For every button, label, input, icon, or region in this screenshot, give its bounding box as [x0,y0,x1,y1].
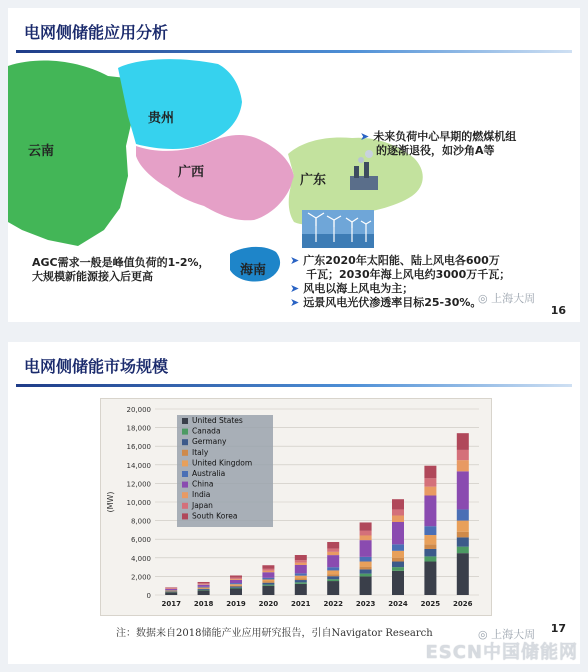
bar-segment [327,567,339,570]
legend-swatch [182,513,188,519]
bar-segment [198,590,210,595]
bar-segment [424,549,436,556]
bar-segment [424,526,436,535]
x-tick-label: 2018 [193,600,214,608]
legend-label: Canada [192,426,221,436]
bar-segment [360,574,372,577]
bar-segment [165,592,177,595]
y-tick-label: 4,000 [130,554,151,563]
legend-label: India [192,490,211,500]
x-tick-label: 2021 [291,600,311,608]
bar-segment [360,569,372,573]
x-tick-label: 2026 [453,600,473,608]
bar-segment [327,579,339,581]
page-number: 16 [550,304,566,317]
label-guizhou: 贵州 [148,111,175,126]
y-axis-label: (MW) [106,491,115,513]
note-line: 未来负荷中心早期的燃煤机组 [373,130,517,143]
bar-segment [262,585,274,586]
bar-segment [457,547,469,554]
page-number: 17 [550,622,566,635]
bar-segment [457,509,469,520]
bar-segment [262,579,274,581]
bar-segment [230,575,242,577]
legend-swatch [182,439,188,445]
bar-segment [392,515,404,522]
legend-swatch [182,460,188,466]
bar-segment [165,588,177,589]
bar-segment [295,582,307,583]
legend-label: Japan [192,500,213,510]
x-tick-label: 2019 [226,600,246,608]
bar-segment [457,537,469,546]
bar-segment [360,576,372,595]
note-agc-demand [32,256,210,284]
y-tick-label: 12,000 [126,480,151,489]
bar-segment [230,586,242,587]
bar-segment [327,552,339,555]
site-brand-watermark: ESCN中国储能网 [425,642,578,663]
bar-segment [392,567,404,571]
bar-segment [457,521,469,532]
bar-segment [424,535,436,544]
legend-label: United Kingdom [192,458,253,468]
note-coal-retirement [360,130,516,158]
bar-segment [392,544,404,551]
legend-swatch [182,492,188,498]
legend-swatch [182,503,188,509]
bar-segment [262,569,274,571]
bar-segment [392,509,404,515]
bar-segment [457,460,469,471]
bar-segment [295,573,307,575]
legend-label: China [192,479,214,489]
bar-segment [457,532,469,538]
wechat-icon: ◎ [478,292,492,305]
bar-segment [295,576,307,579]
bar-segment [360,522,372,530]
watermark-text: 上海大周 [491,628,536,641]
bar-segment [262,565,274,569]
bar-segment [262,582,274,583]
slide-title: 电网侧储能应用分析 [24,23,169,42]
bar-segment [457,553,469,595]
bar-segment [198,582,210,583]
watermark-text: 上海大周 [491,292,536,305]
y-tick-label: 20,000 [126,406,151,414]
bar-segment [295,580,307,582]
yunnan-region [8,61,132,246]
bar-segment [230,580,242,583]
bar-segment [327,555,339,567]
legend-swatch [182,471,188,477]
bar-segment [392,571,404,595]
y-tick-label: 18,000 [126,424,151,433]
bar-segment [424,495,436,526]
x-tick-label: 2017 [161,600,181,608]
note-line: 的逐渐退役，如沙角A等 [376,144,495,157]
bar-segment [360,535,372,540]
title-underline [16,384,572,387]
legend-swatch [182,450,188,456]
bullet-text: 广东2020年太阳能、陆上风电各600万 [303,254,500,267]
bar-segment [198,584,210,585]
guizhou-region [118,59,242,149]
bar-segment [295,555,307,560]
bar-segment [198,587,210,588]
legend-label: Italy [192,447,209,457]
bar-segment [262,572,274,578]
label-hainan: 海南 [240,263,267,278]
bar-segment [327,542,339,549]
y-tick-label: 2,000 [130,573,151,582]
bar-segment [327,549,339,552]
bullet-text: 风电以海上风电为主； [303,282,414,295]
bar-segment [230,578,242,579]
bar-segment [392,499,404,509]
y-tick-label: 14,000 [126,461,151,470]
legend-label: Australia [192,469,226,478]
bar-segment [230,583,242,584]
legend-label: United States [192,416,243,425]
slide-title: 电网侧储能市场规模 [24,357,169,376]
bar-segment [424,487,436,496]
bar-segment [392,558,404,562]
bullet-text: 远景风电光伏渗透率目标25-30%。 [303,296,482,309]
bar-segment [424,556,436,561]
bar-segment [424,544,436,549]
label-guangdong: 广东 [300,173,327,188]
x-tick-label: 2023 [355,600,376,608]
bullet-text: 千瓦；2030年海上风电约3000万千瓦； [306,268,511,281]
bar-segment [230,579,242,580]
wind-farm-photo [302,210,374,248]
bar-segment [165,587,177,588]
bar-segment [230,588,242,589]
bar-segment [457,471,469,509]
bar-segment [295,563,307,565]
y-tick-label: 10,000 [126,499,151,507]
bar-segment [295,578,307,580]
bar-segment [198,587,210,588]
bar-segment [262,583,274,585]
bar-segment [424,478,436,486]
bar-segment [424,562,436,595]
x-tick-label: 2022 [323,600,343,608]
bar-segment [230,588,242,595]
y-tick-label: 8,000 [130,517,151,526]
bar-segment [198,585,210,587]
bar-segment [327,576,339,579]
bar-segment [360,540,372,557]
bar-segment [165,591,177,592]
bar-segment [262,571,274,573]
bar-segment [327,581,339,595]
bar-segment [392,522,404,544]
y-tick-label: 16,000 [126,443,151,452]
source-note: 注：数据来自2018储能产业应用研究报告，引自Navigator Research [116,628,433,639]
legend-label: South Korea [192,511,238,521]
wechat-icon: ◎ [478,628,492,641]
slide-16 [8,8,580,322]
bar-segment [295,584,307,595]
arrow-bullet-icon: ➤ [290,296,300,309]
bar-segment [392,562,404,568]
x-tick-label: 2024 [388,600,408,608]
arrow-bullet-icon: ➤ [290,254,300,267]
bar-segment [360,531,372,536]
bar-segment [198,583,210,584]
bar-segment [262,578,274,580]
label-yunnan: 云南 [28,144,55,159]
slide-17 [8,342,580,664]
bar-segment [165,589,177,590]
chart-photo-frame [100,398,492,616]
legend-label: Germany [192,437,227,447]
bar-segment [457,450,469,460]
note-line: 大规模新能源接入后更高 [32,270,153,283]
bar-segment [424,466,436,479]
y-tick-label: 0 [146,592,151,600]
bar-segment [392,551,404,558]
bar-segment [360,567,372,570]
x-tick-label: 2025 [420,600,441,608]
bar-segment [262,586,274,595]
bar-segment [230,584,242,585]
bar-segment [198,589,210,590]
bar-segment [360,562,372,567]
arrow-bullet-icon: ➤ [290,282,300,295]
label-guangxi: 广西 [178,165,205,180]
bar-segment [327,574,339,576]
arrow-bullet-icon: ➤ [360,130,370,143]
bar-segment [295,565,307,573]
market-size-chart [101,399,491,615]
note-line: AGC需求一般是峰值负荷的1-2%， [32,256,210,269]
bar-segment [230,586,242,587]
y-tick-label: 6,000 [130,536,151,545]
x-tick-label: 2020 [258,600,279,608]
watermark [478,290,535,306]
bar-segment [360,557,372,562]
bar-segment [457,433,469,450]
bar-segment [198,588,210,589]
legend-swatch [182,482,188,488]
bar-segment [327,570,339,574]
bar-segment [295,560,307,562]
bar-segment [165,590,177,591]
legend-swatch [182,429,188,435]
legend-swatch [182,418,188,424]
